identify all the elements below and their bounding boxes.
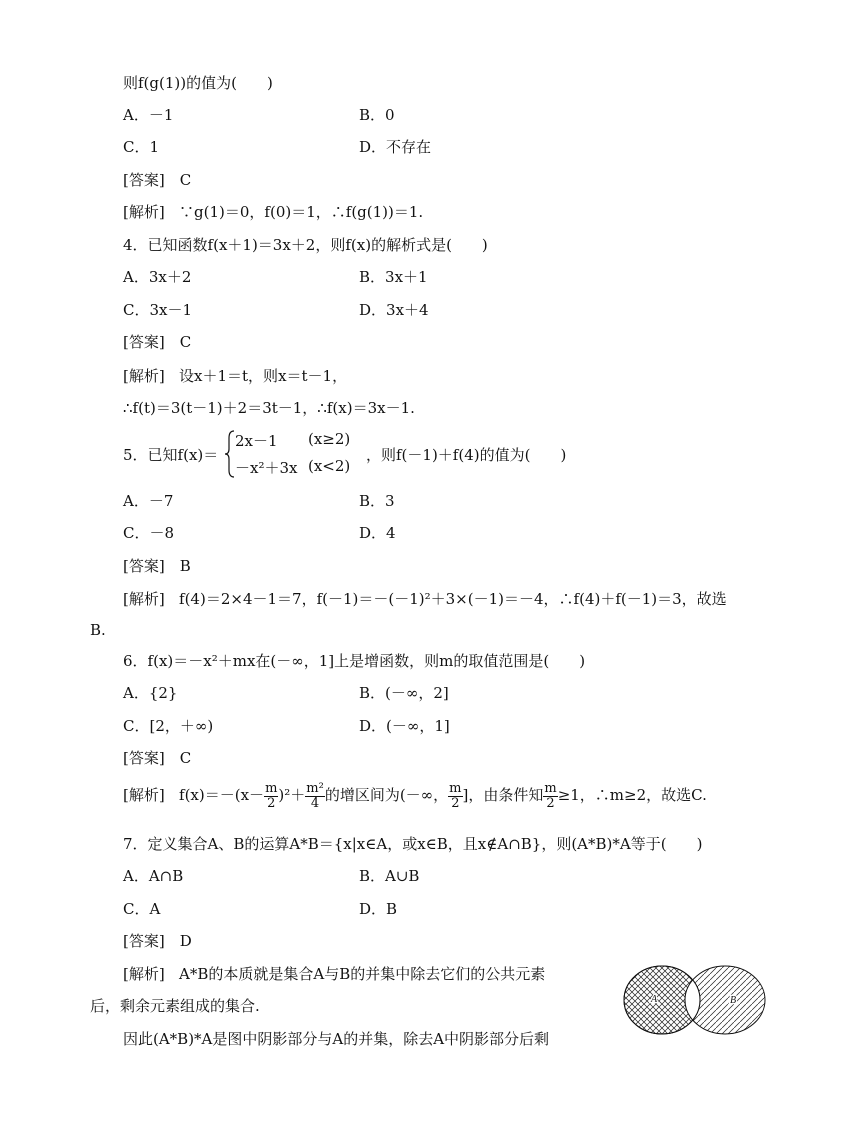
q3-stem: 则f(g(1))的值为( ) [123, 74, 273, 92]
analysis-part: ]，由条件知 [462, 786, 544, 804]
q5-answer: [答案] B [123, 557, 191, 575]
set-b-label: B [730, 995, 737, 1006]
analysis-part: f(x)＝－(x－ [179, 786, 265, 804]
q6-option-d: D．(－∞，1] [359, 717, 450, 735]
q5-analysis-cont: B. [90, 621, 106, 639]
q6-option-c: C．[2，＋∞) [123, 717, 214, 735]
q6-stem: 6．f(x)＝－x²＋mx在(－∞，1]上是增函数，则m的取值范围是( ) [123, 652, 586, 670]
analysis-label: [解析] [123, 203, 165, 221]
fraction: $\frac{\text{m²}}{4}$ [306, 780, 324, 811]
q5-case1-cond: (x≥2) [308, 430, 351, 448]
q7-option-d: D．B [359, 900, 398, 918]
q6-option-b: B．(－∞，2] [359, 684, 449, 702]
q5-option-b: B．3 [359, 492, 395, 510]
q7-analysis-line3: 因此(A*B)*A是图中阴影部分与A的并集，除去A中阴影部分后剩 [123, 1030, 550, 1048]
q6-analysis [123, 780, 707, 811]
q4-analysis [123, 366, 347, 386]
analysis-label: [解析] [123, 786, 165, 804]
q4-option-c: C．3x－1 [123, 301, 193, 319]
q6-answer: [答案] C [123, 749, 192, 767]
q3-analysis [123, 202, 423, 222]
analysis-part: )²＋ [278, 786, 306, 804]
q3-option-a: A．－1 [123, 106, 174, 124]
analysis-part: ≥1，∴m≥2，故选C. [557, 786, 707, 804]
analysis-part: 的增区间为(－∞， [324, 786, 449, 804]
q5-option-a: A．－7 [123, 492, 174, 510]
q5-case2-expr: －x²＋3x [235, 459, 298, 477]
fraction: $\frac{m}{2}$ [449, 780, 462, 811]
analysis-label: [解析] [123, 590, 165, 608]
analysis-text: 设x＋1＝t，则x＝t－1， [179, 367, 348, 385]
q3-option-d: D．不存在 [359, 138, 432, 156]
q4-stem: 4．已知函数f(x＋1)＝3x＋2，则f(x)的解析式是( ) [123, 236, 488, 254]
q7-option-a: A．A∩B [123, 867, 184, 885]
q7-analysis [123, 964, 545, 984]
q5-analysis [123, 589, 727, 609]
q4-analysis-line2: ∴f(t)＝3(t－1)＋2＝3t－1，∴f(x)＝3x－1. [123, 399, 415, 417]
fraction: $\frac{m}{2}$ [544, 780, 557, 811]
q3-option-b: B．0 [359, 106, 395, 124]
q4-option-b: B．3x＋1 [359, 268, 428, 286]
q7-answer: [答案] D [123, 932, 192, 950]
q5-option-c: C．－8 [123, 524, 175, 542]
q4-answer: [答案] C [123, 333, 192, 351]
q5-case2-cond: (x<2) [308, 457, 351, 475]
brace-icon [225, 430, 235, 478]
q7-option-c: C．A [123, 900, 161, 918]
q5-tail: ，则f(－1)＋f(4)的值为( ) [366, 446, 567, 464]
analysis-text: ∵g(1)＝0，f(0)＝1，∴f(g(1))＝1. [179, 203, 424, 221]
q7-option-b: B．A∪B [359, 867, 420, 885]
q4-option-a: A．3x＋2 [123, 268, 192, 286]
analysis-text: f(4)＝2×4－1＝7，f(－1)＝－(－1)²＋3×(－1)＝－4，∴f(4)＋f(－1)＝3，故选 [179, 590, 727, 608]
q3-option-c: C．1 [123, 138, 160, 156]
q5-case1-expr: 2x－1 [235, 432, 278, 450]
q5-option-d: D．4 [359, 524, 396, 542]
q3-answer: [答案] C [123, 171, 192, 189]
analysis-text: A*B的本质就是集合A与B的并集中除去它们的公共元素 [179, 965, 546, 983]
q6-option-a: A．{2} [123, 684, 178, 702]
analysis-label: [解析] [123, 965, 165, 983]
q7-stem: 7．定义集合A、B的运算A*B＝{x|x∈A，或x∈B，且x∉A∩B}，则(A*B)*A等于( ) [123, 835, 703, 853]
analysis-label: [解析] [123, 367, 165, 385]
set-a-label: A [651, 994, 658, 1005]
venn-diagram [620, 962, 770, 1038]
q4-option-d: D．3x＋4 [359, 301, 429, 319]
fraction: $\frac{m}{2}$ [265, 780, 278, 811]
q5-lead: 5．已知f(x)＝ [123, 446, 219, 464]
q7-analysis-cont: 后，剩余元素组成的集合. [90, 997, 260, 1015]
